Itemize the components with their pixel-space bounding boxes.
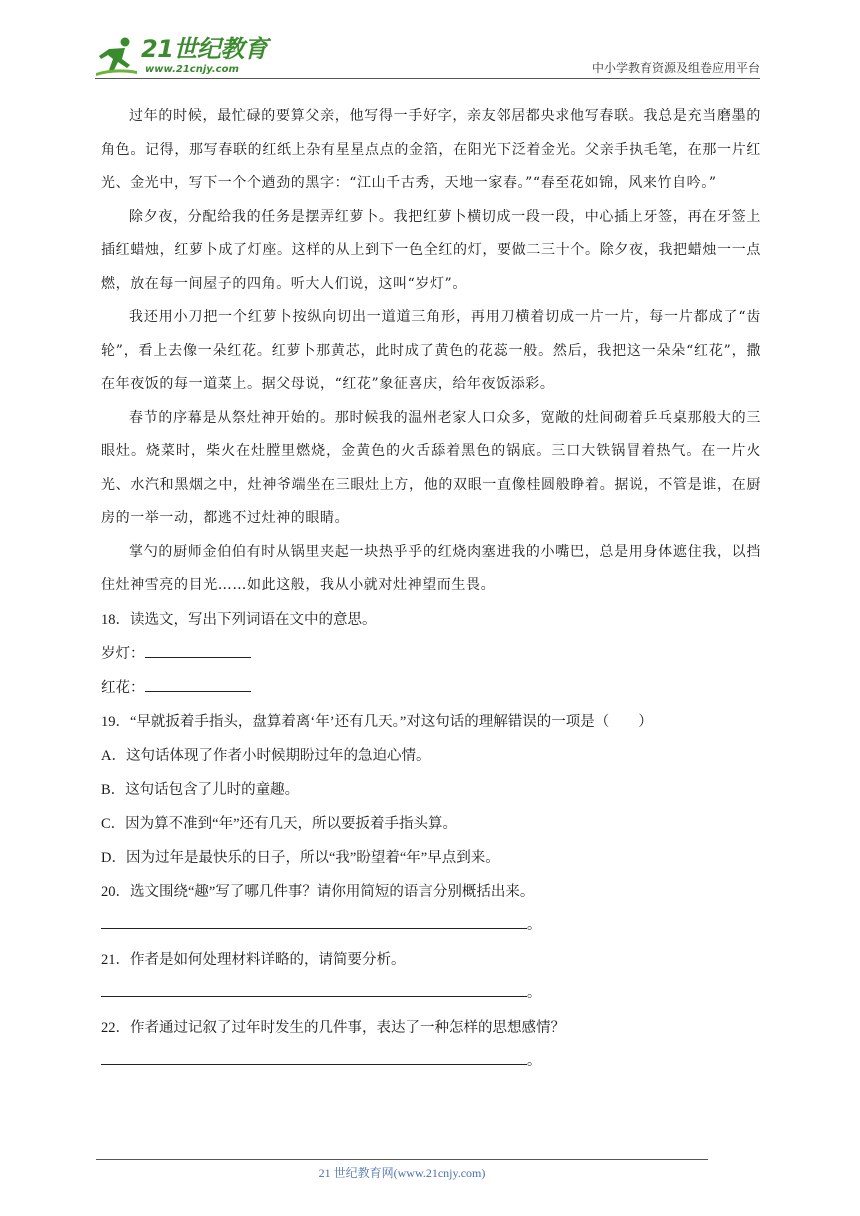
platform-name: 中小学教育资源及组卷应用平台 xyxy=(591,61,760,75)
document-body xyxy=(101,100,761,1079)
question-22-prompt: 22．作者通过记叙了过年时发生的几件事，表达了一种怎样的思想感情？ xyxy=(101,1019,565,1036)
question-18-prompt: 18．读选文，写出下列词语在文中的意思。 xyxy=(101,611,377,628)
question-21-prompt: 21．作者是如何处理材料详略的，请简要分析。 xyxy=(101,951,406,968)
passage-paragraph: 春节的序幕是从祭灶神开始的。那时候我的温州老家人口众多，宽敞的灶间砌着乒乓桌那般大的三眼灶。烧菜时，柴火在灶膛里燃烧，金黄色的火舌舔着黑色的锅底。三口大铁锅冒着热气。在一片火光、水汽和黑烟之中，灶神爷端坐在三眼灶上方，他的双眼一直像桂圆般睁着。据说，不管是谁，在厨房的一举一动，都逃不过灶神的眼睛。 xyxy=(101,409,761,526)
question-19-prompt: 19．“早就扳着手指头，盘算着离‘年’还有几天。”对这句话的理解错误的一项是（ ） xyxy=(101,713,653,730)
end-mark: 。 xyxy=(527,1053,541,1069)
answer-blank[interactable] xyxy=(101,1050,527,1065)
option-d: D．因为过年是最快乐的日子，所以“我”盼望着“年”早点到来。 xyxy=(101,849,500,866)
logo-url: www.21cnjy.com xyxy=(145,64,239,75)
question-20-prompt: 20．选文围绕“趣”写了哪几件事？请你用简短的语言分别概括出来。 xyxy=(101,883,535,900)
answer-line xyxy=(101,1045,761,1079)
footer-divider xyxy=(96,1159,708,1160)
end-mark: 。 xyxy=(527,985,541,1001)
passage-paragraph: 除夕夜，分配给我的任务是摆弄红萝卜。我把红萝卜横切成一段一段，中心插上牙签，再在牙签上插红蜡烛，红萝卜成了灯座。这样的从上到下一色全红的灯，要做二三十个。除夕夜，我把蜡烛一一点燃，放在每一间屋子的四角。听大人们说，这叫“岁灯”。 xyxy=(101,208,761,292)
passage-paragraph: 我还用小刀把一个红萝卜按纵向切出一道道三角形，再用刀横着切成一片一片，每一片都成了“齿轮”，看上去像一朵红花。红萝卜那黄芯，此时成了黄色的花蕊一般。然后，我把这一朵朵“红花”，撒在年夜饭的每一道菜上。据父母说，“红花”象征喜庆，给年夜饭添彩。 xyxy=(101,309,761,392)
end-mark: 。 xyxy=(527,917,541,933)
question-18-item xyxy=(101,637,761,671)
passage-paragraph: 掌勺的厨师金伯伯有时从锅里夹起一块热乎乎的红烧肉塞进我的小嘴巴，总是用身体遮住我，以挡住灶神雪亮的目光……如此这般，我从小就对灶神望而生畏。 xyxy=(101,543,761,593)
header-divider xyxy=(95,78,760,79)
answer-line xyxy=(101,909,761,943)
option-b: B．这句话包含了儿时的童趣。 xyxy=(101,781,300,798)
logo-text: 21世纪教育 xyxy=(141,35,268,63)
option-c: C．因为算不准到“年”还有几天，所以要扳着手指头算。 xyxy=(101,815,458,832)
page-header xyxy=(95,30,760,80)
option-a: A．这句话体现了作者小时候期盼过年的急迫心情。 xyxy=(101,747,431,764)
item-label: 岁灯： xyxy=(101,645,145,662)
footer-link[interactable]: 21 世纪教育网(www.21cnjy.com) xyxy=(318,1166,486,1180)
passage-paragraph: 过年的时候，最忙碌的要算父亲，他写得一手好字，亲友邻居都央求他写春联。我总是充当磨墨的角色。记得，那写春联的红纸上杂有星星点点的金箔，在阳光下泛着金光。父亲手执毛笔，在那一片红光、金光中，写下一个个遒劲的黑字：“江山千古秀，天地一家春。”“春至花如锦，风来竹自吟。” xyxy=(101,108,761,191)
answer-line xyxy=(101,977,761,1011)
site-logo[interactable] xyxy=(95,35,285,79)
answer-blank[interactable] xyxy=(101,982,527,997)
answer-blank[interactable] xyxy=(145,643,251,658)
answer-blank[interactable] xyxy=(101,914,527,929)
runner-logo-icon xyxy=(95,35,139,79)
question-18-item xyxy=(101,671,761,705)
item-label: 红花： xyxy=(101,679,145,696)
answer-blank[interactable] xyxy=(145,677,251,692)
